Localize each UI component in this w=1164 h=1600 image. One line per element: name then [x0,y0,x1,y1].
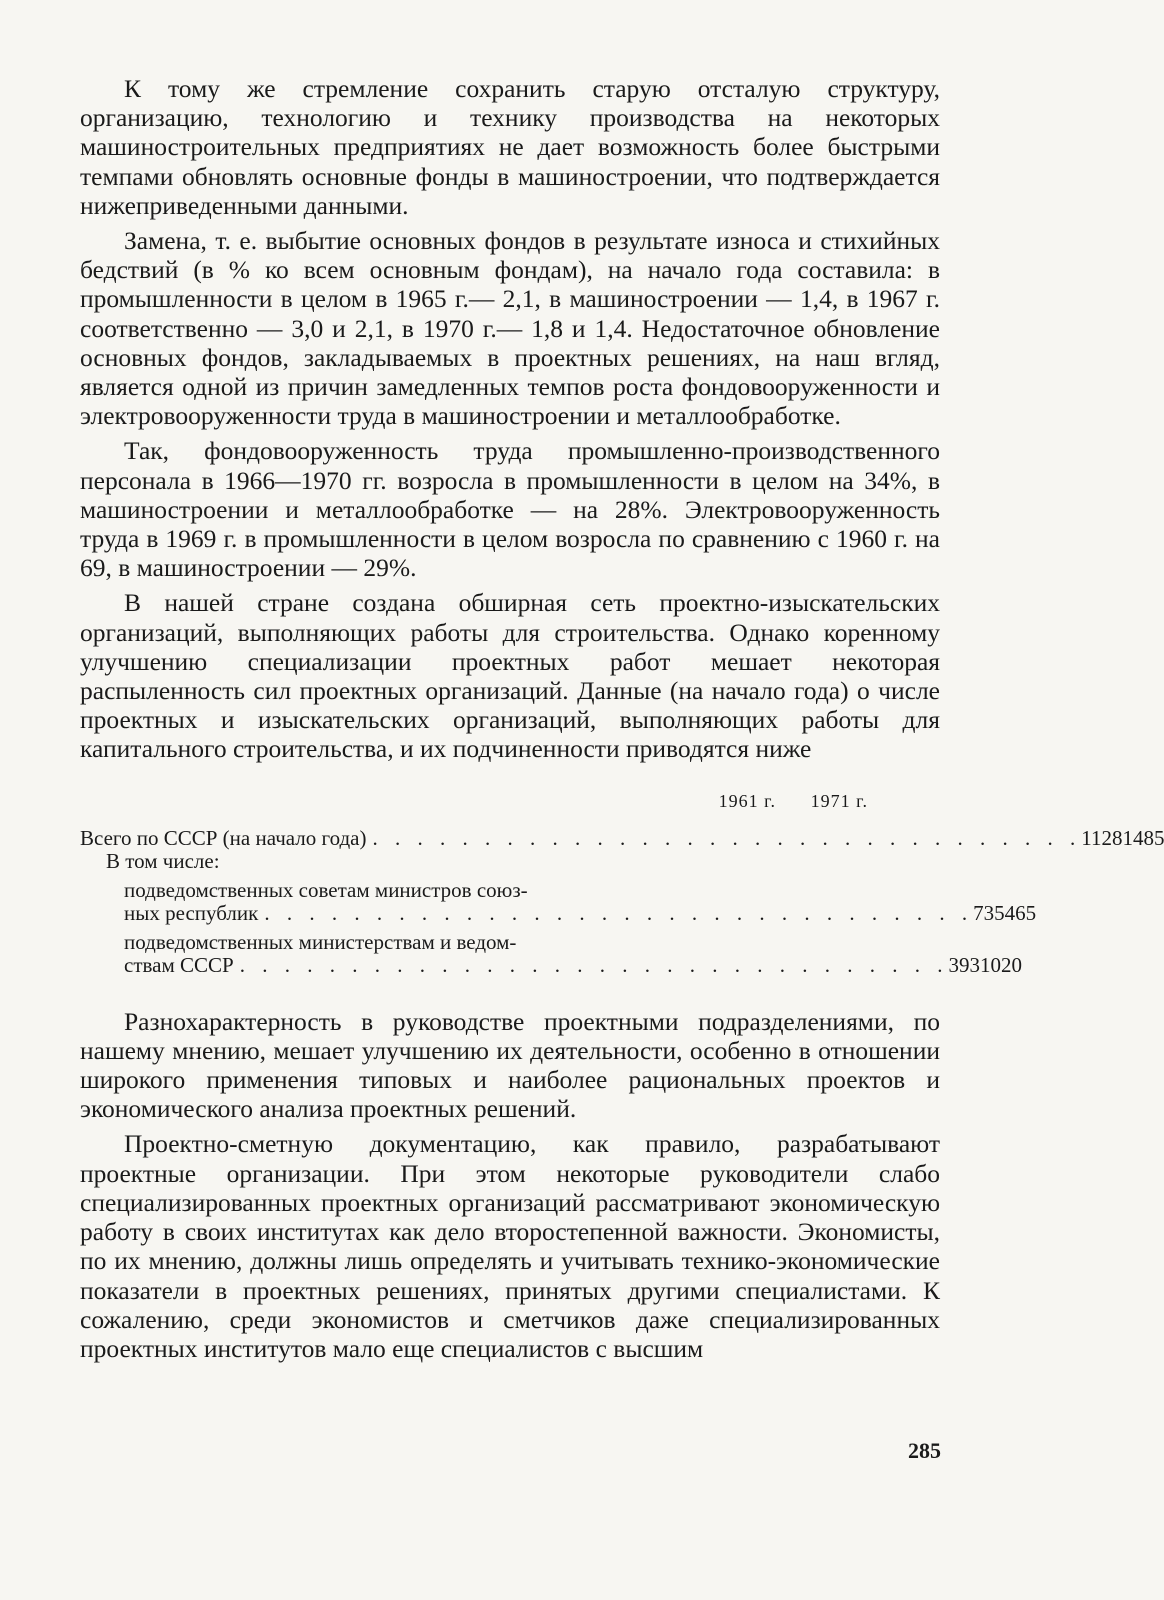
page-number: 285 [908,1438,941,1463]
paragraph-6: Проектно-сметную документацию, как правило, разрабатывают проектные организации. При этом некоторые руководители слабо специализированных проектных организаций рассматривают экономическую работу в своих институтах как дело второстепенной важности. Экономисты, по их мнению, должны лишь определять и учитывать технико-экономические показатели в проектных решениях, принятых другими специалистами. К сожалению, среди экономистов и сметчиков даже специализированных проектных институтов мало еще специалистов с высшим [80,1129,940,1363]
cell-total-1971: 1485 [1122,825,1164,850]
row-label-ministries-line1: подведомственных министерствам и ведом- [124,929,517,954]
table-header [80,790,940,813]
column-header-1961: 1961 г. [718,790,776,811]
cell-republics-1971: 465 [1004,900,1037,925]
row-label-republics-line2: ных республик [124,900,259,925]
row-label-ministries-line2: ствам СССР [124,952,234,977]
row-label-total: Всего по СССР (на начало года) [80,825,367,850]
leader-dots: . . . . . . . . . . . . . . . . . . . . . . . . . . . . . . . . [239,952,949,977]
cell-ministries-1971: 1020 [979,952,1022,977]
leader-dots: . . . . . . . . . . . . . . . . . . . . . . . . . . . . . . . . [264,900,974,925]
cell-republics-1961: 735 [973,900,1005,925]
table-row-ministries [80,929,1022,977]
row-label-republics-line1: подведомственных советам министров союз- [124,877,528,902]
organizations-table [80,790,1164,977]
paragraph-1: К тому же стремление сохранить старую отсталую структуру, организацию, технологию и технику производства на некоторых машиностроительных предприятиях не дает возможность более быстрыми темпами обновлять основные фонды в машиностроении, что подтверждается нижеприведенными данными. [80,74,940,220]
cell-total-1961: 1128 [1081,825,1123,850]
paragraph-5: Разнохарактерность в руководстве проектными подразделениями, по нашему мнению, мешает улучшению их деятельности, особенно в отношении широкого применения типовых и наиболее рациональных проектов и экономического анализа проектных решений. [80,1006,940,1124]
table-row-total [80,825,1164,850]
cell-ministries-1961: 393 [948,952,980,977]
paragraph-2: Замена, т. е. выбытие основных фондов в результате износа и стихийных бедствий (в % ко всем основным фондам), на начало года составила: в промышленности в целом в 1965 г.— 2,1, в машиностроении — 1,4, в 1967 г. соответственно — 3,0 и 2,1, в 1970 г.— 1,8 и 1,4. Недостаточное обновление основных фондов, закладываемых в проектных решениях, на наш вгляд, является одной из причин замедленных темпов роста фондовооруженности и электровооруженности труда в машиностроении и металлообработке. [80,226,940,431]
column-header-1971: 1971 г. [810,790,868,811]
page-body [80,74,1164,1363]
table-subheading [80,850,940,873]
subheading-label: В том числе: [106,848,220,873]
table-row-republics [80,877,1037,925]
leader-dots: . . . . . . . . . . . . . . . . . . . . . . . . . . . . . . . . [372,825,1082,850]
paragraph-3: Так, фондовооруженность труда промышленно-производственного персонала в 1966—1970 гг. возросла в промышленности в целом на 34%, в машиностроении и металлообработке — на 28%. Электровооруженность труда в 1969 г. в промышленности в целом возросла по сравнению с 1960 г. на 69, в машиностроении — 29%. [80,436,940,583]
paragraph-4: В нашей стране создана обширная сеть проектно-изыскательских организаций, выполняющих работы для строительства. Однако коренному улучшению специализации проектных работ мешает некоторая распыленность сил проектных организаций. Данные (на начало года) о числе проектных и изыскательских организаций, выполняющих работы для капитального строительства, и их подчиненности приводятся ниже [80,588,940,764]
